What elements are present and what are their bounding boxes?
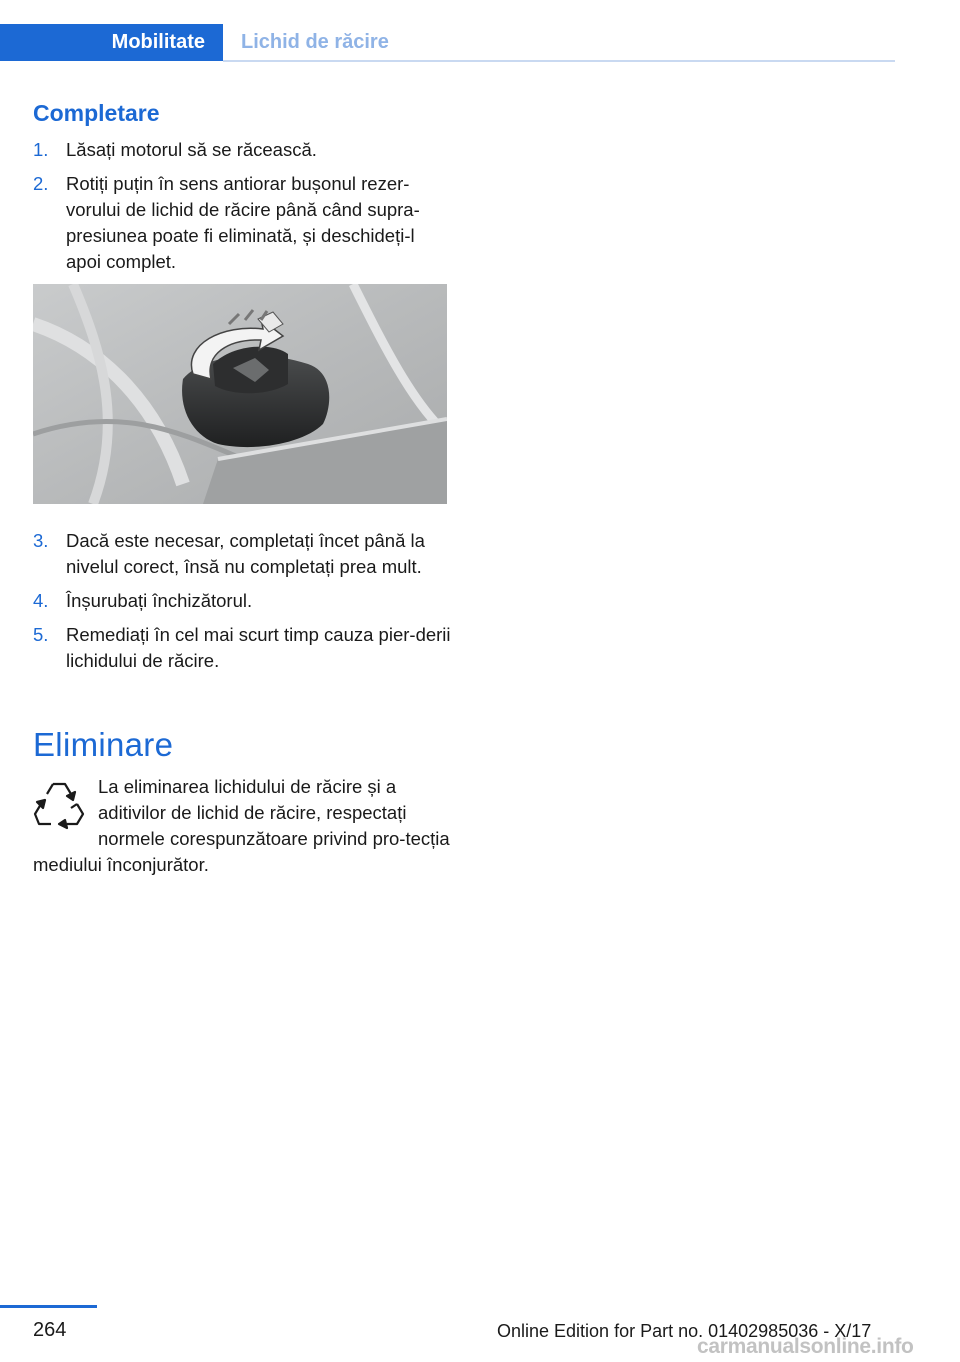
step-item <box>33 137 453 163</box>
eliminare-heading: Eliminare <box>33 726 174 763</box>
section-tab[interactable]: Lichid de răcire <box>241 31 389 53</box>
step-text: Rotiți puțin în sens antiorar bușonul rezer-vorului de lichid de răcire până când supra-presiunea poate fi eliminată, și deschideți-l apoi complet. <box>66 173 420 272</box>
step-item <box>33 528 453 580</box>
step-item <box>33 622 453 674</box>
chapter-tab[interactable]: Mobilitate <box>0 24 223 61</box>
step-text: Remediați în cel mai scurt timp cauza pier-derii lichidului de răcire. <box>66 624 451 671</box>
step-text: Lăsați motorul să se răcească. <box>66 139 317 160</box>
step-number: 3. <box>33 530 49 551</box>
completare-heading: Completare <box>33 100 160 126</box>
step-text: Dacă este necesar, completați încet până la nivelul corect, însă nu completați prea mult. <box>66 530 425 577</box>
eliminare-text: La eliminarea lichidului de răcire și a aditivilor de lichid de răcire, respectați normele corespunzătoare privind pro-tecția mediului înconjurător. <box>33 776 450 875</box>
step-list-b <box>33 528 453 682</box>
step-list-a <box>33 137 453 283</box>
step-text: Înșurubați închizătorul. <box>66 590 253 611</box>
page-number: 264 <box>33 1319 67 1341</box>
step-number: 1. <box>33 139 49 160</box>
watermark: carmanualsonline.info <box>697 1335 914 1358</box>
step-item <box>33 588 453 614</box>
coolant-cap-photo <box>33 284 447 504</box>
eliminare-paragraph <box>33 774 453 878</box>
page-header <box>0 0 960 62</box>
step-number: 5. <box>33 624 49 645</box>
footer-accent-bar <box>0 1305 97 1308</box>
step-number: 4. <box>33 590 49 611</box>
step-number: 2. <box>33 173 49 194</box>
header-rule <box>223 60 895 62</box>
step-item <box>33 171 453 275</box>
edition-text: Online Edition for Part no. 01402985036 - X/17 <box>497 1321 872 1341</box>
